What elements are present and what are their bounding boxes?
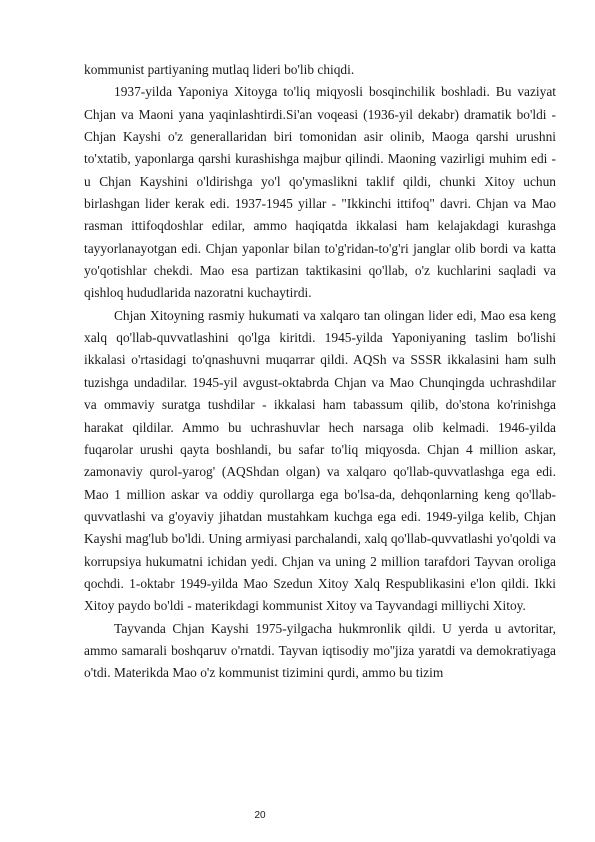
paragraph-taiwan: Tayvanda Chjan Kayshi 1975-yilgacha hukmronlik qildi. U yerda u avtoritar, ammo samarali boshqaruv o'rnatdi. Tayvan iqtisodiy mo''jiza yaratdi va demokratiyaga o'tdi. Materikda Mao o'z kommunist tizimini qurdi, ammo bu tizim <box>84 620 556 681</box>
paragraph-continuation: kommunist partiyaning mutlaq lideri bo'lib chiqdi. <box>84 62 355 77</box>
body-text <box>84 59 556 685</box>
paragraph-1937-war: 1937-yilda Yaponiya Xitoyga to'liq miqyosli bosqinchilik boshladi. Bu vaziyat Chjan va Maoni yana yaqinlashtirdi.Si'an voqeasi (1936-yil dekabr) dramatik bo'ldi - Chjan Kayshi o'z generallaridan biri tomonidan asir olinib, Maoga qarshi urushni to'xtatib, yaponlarga qarshi kurashishga majbur qilindi. Maoning vazirligi muhim edi - u Chjan Kayshini o'ldirishga yo'l qo'ymaslikni taklif qildi, chunki Xitoy uchun birlashgan lider kerak edi. 1937-1945 yillar - "Ikkinchi ittifoq" davri. Chjan va Mao rasman ittifoqdoshlar edilar, ammo haqiqatda ikkalasi ham kelajakdagi kurashga tayyorlanayotgan edi. Chjan yaponlar bilan to'g'ridan-to'g'ri janglar olib bordi va katta yo'qotishlar chekdi. Mao esa partizan taktikasini qo'llab, o'z kuchlarini saqladi va qishloq hududlarida nazoratni kuchaytirdi. <box>84 84 556 301</box>
page-number: 20 <box>254 810 266 821</box>
paragraph-civil-war: Chjan Xitoyning rasmiy hukumati va xalqaro tan olingan lider edi, Mao esa keng xalq qo'llab-quvvatlashini qo'lga kiritdi. 1945-yilda Yaponiyaning taslim bo'lishi ikkalasi o'rtasidagi to'qnashuvni muqarrar qildi. AQSh va SSSR ikkalasini ham sulh tuzishga undadilar. 1945-yil avgust-oktabrda Chjan va Mao Chunqingda uchrashdilar va ommaviy suratga tushdilar - ikkalasi ham tabassum qilib, do'stona ko'rinishga harakat qildilar. Ammo bu uchrashuvlar hech narsaga olib kelmadi. 1946-yilda fuqarolar urushi qayta boshlandi, bu safar to'liq miqyosda. Chjan 4 million askar, zamonaviy qurol-yarog' (AQShdan olgan) va xalqaro qo'llab-quvvatlashga ega edi. Mao 1 million askar va oddiy qurollarga ega bo'lsa-da, dehqonlarning keng qo'llab-quvvatlashi va g'oyaviy jihatdan mustahkam kuchga ega edi. 1949-yilga kelib, Chjan Kayshi mag'lub bo'ldi. Uning armiyasi parchalandi, xalq qo'llab-quvvatlashi yo'qoldi va korrupsiya hukumatni ichidan yedi. Chjan va uning 2 million tarafdori Tayvan oroliga qochdi. 1-oktabr 1949-yilda Mao Szedun Xitoy Xalq Respublikasini e'lon qildi. Ikki Xitoy paydo bo'ldi - materikdagi kommunist Xitoy va Tayvandagi milliychi Xitoy. <box>84 307 556 614</box>
